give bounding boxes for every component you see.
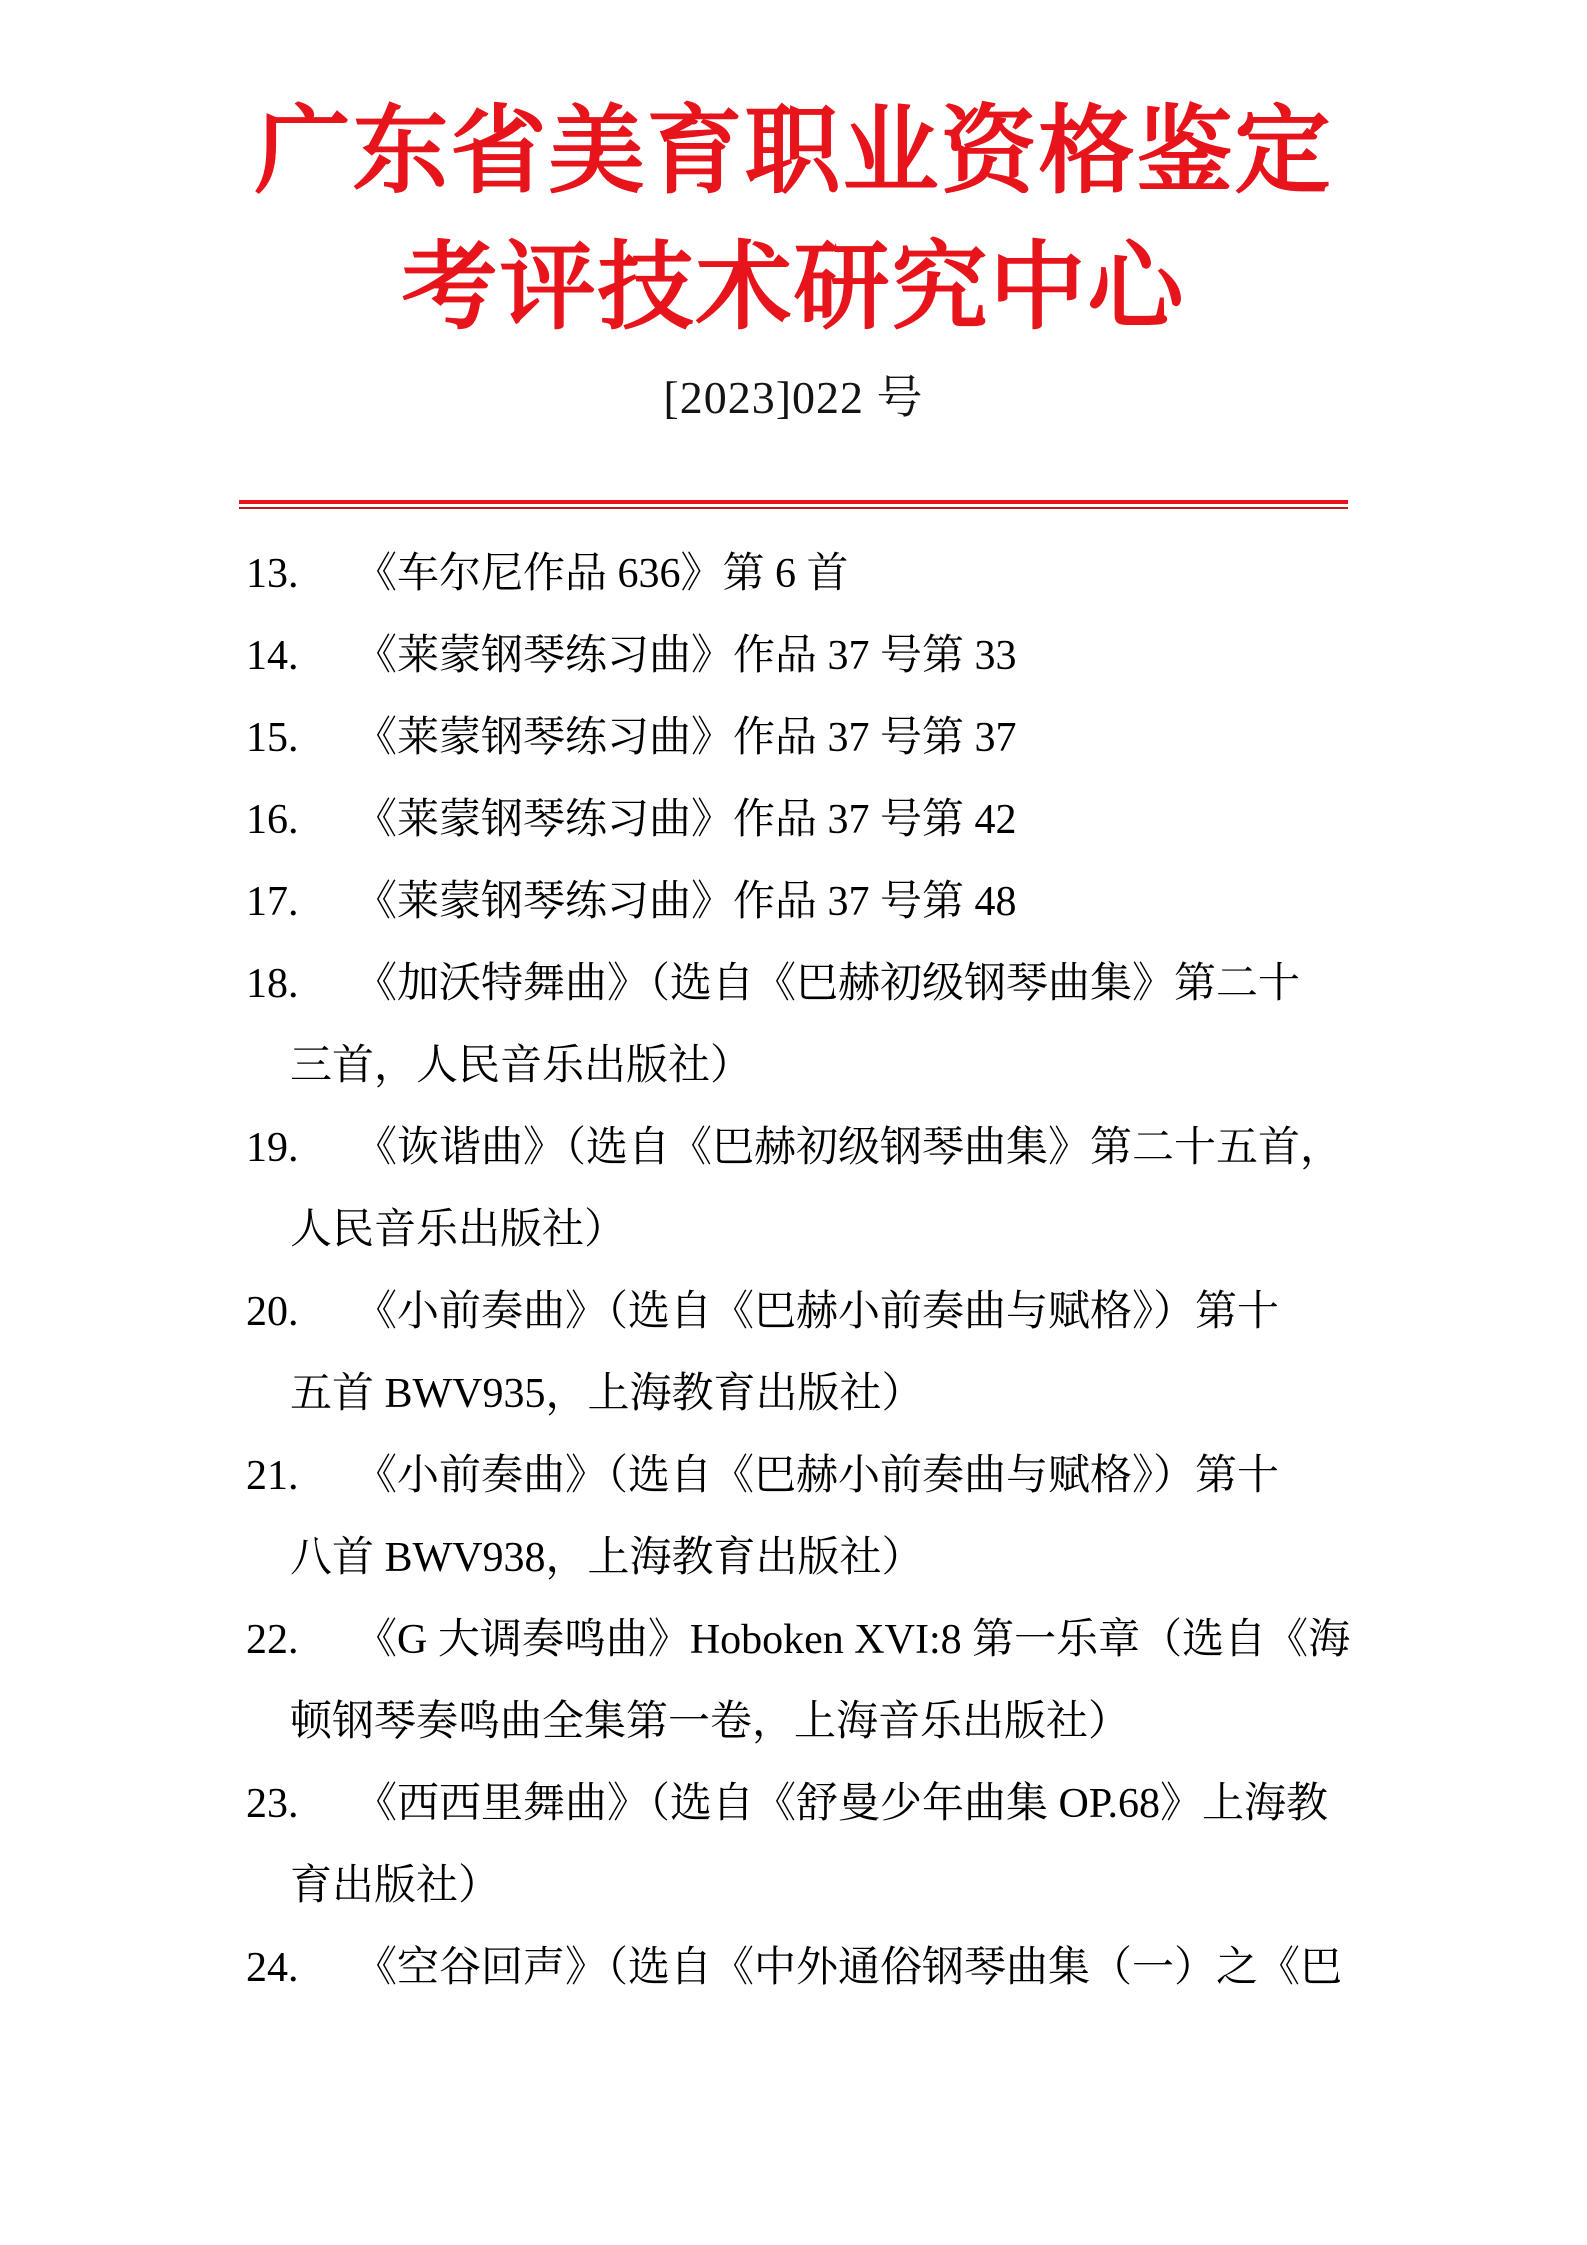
list-item	[0, 943, 1587, 1107]
item-first-line	[246, 1763, 1587, 1845]
list-item	[0, 1271, 1587, 1435]
item-title-text: 《小前奏曲》（选自《巴赫小前奏曲与赋格》）第十	[355, 1453, 1280, 1499]
list-item	[0, 1107, 1587, 1271]
list-item	[0, 697, 1587, 779]
item-first-line	[246, 615, 1587, 697]
item-first-line	[246, 697, 1587, 779]
list-item	[0, 1927, 1587, 2009]
item-number: 24.	[246, 1945, 299, 1991]
item-first-line	[246, 779, 1587, 861]
item-number: 22.	[246, 1617, 299, 1663]
list-item	[0, 615, 1587, 697]
item-first-line	[246, 1435, 1587, 1517]
item-number: 13.	[246, 551, 299, 597]
item-continuation-line: 三首，人民音乐出版社）	[290, 1043, 753, 1089]
item-first-line	[246, 1107, 1587, 1189]
item-number: 16.	[246, 797, 299, 843]
item-number: 15.	[246, 715, 299, 761]
item-title-text: 《空谷回声》（选自《中外通俗钢琴曲集（一）之《巴	[355, 1945, 1343, 1991]
list-item	[0, 1435, 1587, 1599]
item-title-text: 《莱蒙钢琴练习曲》作品 37 号第 37	[355, 715, 1017, 761]
item-title-text: 《西西里舞曲》（选自《舒曼少年曲集 OP.68》上海教	[355, 1781, 1329, 1827]
org-title-line1: 广东省美育职业资格鉴定	[254, 98, 1333, 205]
item-continuation-line: 八首 BWV938，上海教育出版社）	[290, 1535, 924, 1581]
item-title-text: 《加沃特舞曲》（选自《巴赫初级钢琴曲集》第二十	[355, 961, 1301, 1007]
item-first-line	[246, 1271, 1587, 1353]
item-continuation-line: 五首 BWV935，上海教育出版社）	[290, 1371, 924, 1417]
item-title-text: 《车尔尼作品 636》第 6 首	[355, 551, 849, 597]
item-continuation-line: 顿钢琴奏鸣曲全集第一卷，上海音乐出版社）	[290, 1699, 1131, 1745]
item-number: 17.	[246, 879, 299, 925]
item-title-text: 《小前奏曲》（选自《巴赫小前奏曲与赋格》）第十	[355, 1289, 1280, 1335]
item-first-line	[246, 943, 1587, 1025]
item-number: 14.	[246, 633, 299, 679]
item-continuation-line: 人民音乐出版社）	[290, 1207, 627, 1253]
item-number: 21.	[246, 1453, 299, 1499]
red-divider	[239, 500, 1348, 509]
item-number: 19.	[246, 1125, 299, 1171]
item-number: 18.	[246, 961, 299, 1007]
org-title	[0, 0, 1587, 356]
item-first-line	[246, 1927, 1587, 2009]
list-item	[0, 1599, 1587, 1763]
item-title-text: 《莱蒙钢琴练习曲》作品 37 号第 42	[355, 797, 1017, 843]
item-number: 23.	[246, 1781, 299, 1827]
item-first-line	[246, 1599, 1587, 1681]
item-first-line	[246, 533, 1587, 615]
item-number: 20.	[246, 1289, 299, 1335]
list-item	[0, 861, 1587, 943]
list-item	[0, 779, 1587, 861]
list-item	[0, 533, 1587, 615]
list-item	[0, 1763, 1587, 1927]
item-first-line	[246, 861, 1587, 943]
org-title-line2: 考评技术研究中心	[401, 234, 1186, 341]
repertoire-list	[0, 533, 1587, 2009]
item-continuation-line: 育出版社）	[290, 1863, 501, 1909]
item-title-text: 《莱蒙钢琴练习曲》作品 37 号第 33	[355, 633, 1017, 679]
doc-number: [2023]022 号	[663, 372, 924, 423]
item-title-text: 《G 大调奏鸣曲》Hoboken XVI:8 第一乐章（选自《海	[355, 1617, 1351, 1663]
item-title-text: 《莱蒙钢琴练习曲》作品 37 号第 48	[355, 879, 1017, 925]
item-title-text: 《诙谐曲》（选自《巴赫初级钢琴曲集》第二十五首，	[355, 1125, 1343, 1171]
document-header	[0, 0, 1587, 509]
